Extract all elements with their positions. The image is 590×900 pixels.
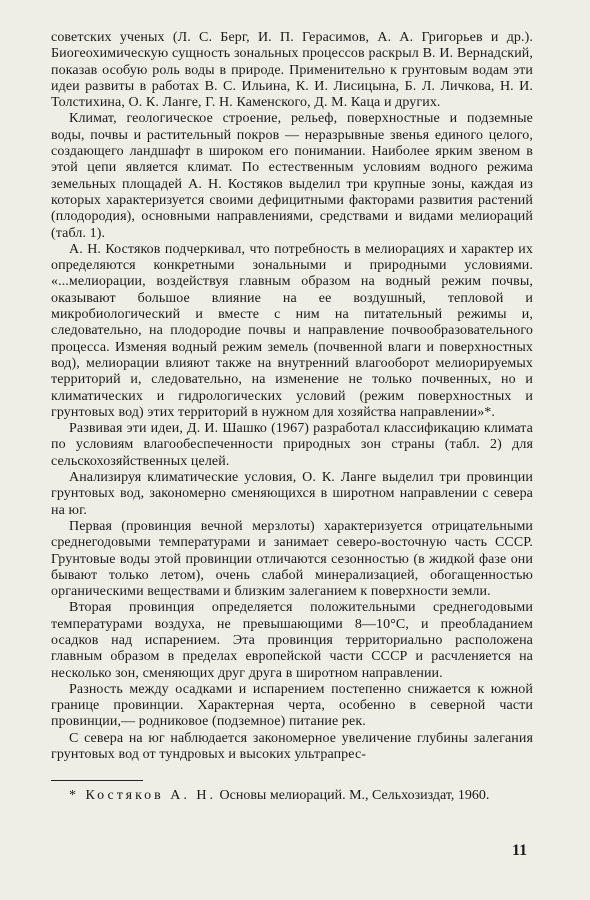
paragraph-9: С севера на юг наблюдается закономерное увеличение глубины залегания грунтовых вод от тундровых и высоких ультрапрес- bbox=[51, 730, 533, 763]
paragraph-6: Первая (провинция вечной мерзлоты) характеризуется отрицательными среднегодовыми температурами и занимает северо-восточную часть СССР. Грунтовые воды этой провинции отличаются сезонностью (в жидкой фазе они бывают только летом), очень слабой минерализацией, обогащенностью органическими веществами и близким залеганием к поверхности земли. bbox=[51, 518, 533, 600]
paragraph-7: Вторая провинция определяется положительными среднегодовыми температурами воздуха, не превышающими 8—10°С, и преобладанием осадков над испарением. Эта провинция территориально расположена главным образом в пределах европейской части СССР и расчленяется на несколько зон, сменяющих друг друга в широтном направлении. bbox=[51, 600, 533, 681]
footnote-author: * Костяков А. Н. bbox=[69, 788, 216, 803]
page-number: 11 bbox=[512, 842, 528, 859]
footnote bbox=[51, 787, 533, 804]
paragraph-3: А. Н. Костяков подчеркивал, что потребность в мелиорациях и характер их определяются конкретными зональными и природными условиями. «...мелиорации, воздействуя главным образом на водный режим почвы, оказывают большое влияние на ее воздушный, тепловой и микробиологический и вместе с ним на питательный режимы и, следовательно, на плодородие почвы и направление почвообразовательного процесса. Изменяя водный режим земель (почвенной влаги и поверхностных вод), мелиорации влияют также на внутренний влагооборот мелиорируемых территорий и, следовательно, на изменение не только почвенных, но и климатических и гидрологических условий (режим поверхностных и грунтовых вод) этих территорий в нужном для хозяйства направлении»*. bbox=[51, 241, 533, 420]
paragraph-4: Развивая эти идеи, Д. И. Шашко (1967) разработал классификацию климата по условиям влагообеспеченности природных зон страны (табл. 2) для сельскохозяйственных целей. bbox=[51, 421, 533, 469]
footnote-divider bbox=[51, 780, 143, 781]
paragraph-1: советских ученых (Л. С. Берг, И. П. Герасимов, А. А. Григорьев и др.). Биогеохимическую сущность зональных процессов раскрыл В. И. Вернадский, показав особую роль воды в природе. Применительно к грунтовым водам эти идеи развиты в работах В. С. Ильина, К. И. Лисицына, Б. Л. Личкова, Н. И. Толстихина, О. К. Ланге, Г. Н. Каменского, Д. М. Каца и других. bbox=[51, 30, 533, 111]
paragraph-5: Анализируя климатические условия, О. К. Ланге выделил три провинции грунтовых вод, закономерно сменяющихся в широтном направлении с севера на юг. bbox=[51, 470, 533, 518]
paragraph-2: Климат, геологическое строение, рельеф, поверхностные и подземные воды, почвы и растительный покров — неразрывные звенья единого целого, создающего ландшафт в широком его понимании. Наиболее ярким звеном в этой цепи является климат. По естественным условиям водного режима земельных площадей А. Н. Костяков выделил три крупные зоны, каждая из которых характеризуется своими дефицитными факторами развития растений (плодородия), основными направлениями, средствами и видами мелиораций (табл. 1). bbox=[51, 111, 533, 241]
page-body bbox=[51, 30, 533, 763]
footnote-text: Основы мелиораций. М., Сельхозиздат, 1960. bbox=[216, 788, 490, 803]
paragraph-8: Разность между осадками и испарением постепенно снижается к южной границе провинции. Характерная черта, особенно в северной части провинции,— родниковое (подземное) питание рек. bbox=[51, 681, 533, 730]
